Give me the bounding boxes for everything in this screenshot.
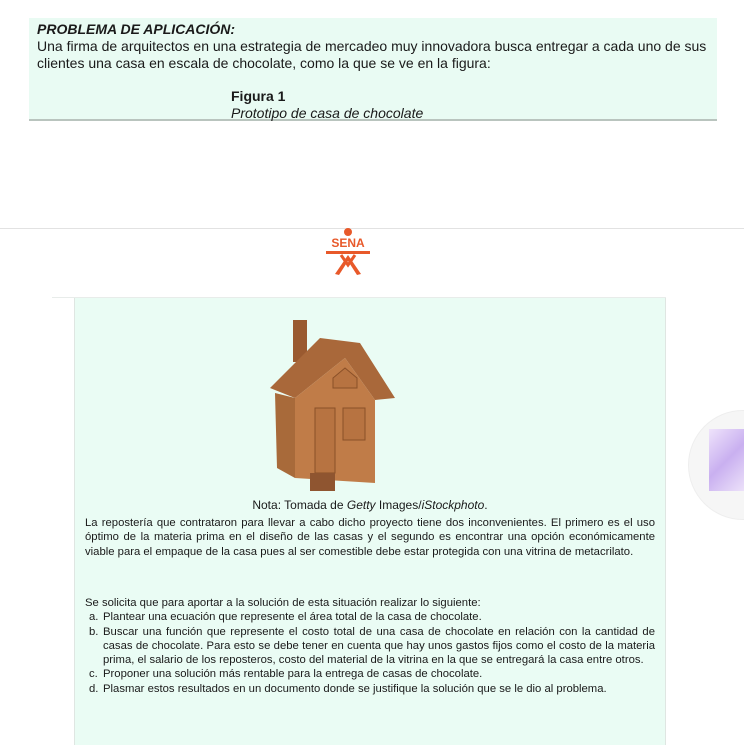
task-text: Buscar una función que represente el costo total de una casa de chocolate en relación con la cantidad de casas de chocolate. Para esto se debe tener en cuenta que hay unos gastos fijos como el costo de la materia prima, el salario de los reposteros, costo del material de la vitrina en la que se entregará la casa entre otros. [103,625,655,667]
task-text: Plasmar estos resultados en un documento donde se justifique la solución que se le dio al problema. [103,682,607,695]
problem-title: PROBLEMA DE APLICACIÓN: [37,21,236,37]
svg-text:SENA: SENA [331,236,365,250]
task-text: Proponer una solución más rentable para la entrega de casas de chocolate. [103,668,483,681]
problem-header-box [29,18,717,121]
tasks-section [85,596,655,696]
task-marker: a. [89,611,99,624]
task-marker: c. [89,668,98,681]
paragraph-inconvenientes: La repostería que contrataron para llevar a cabo dicho proyecto tiene dos inconvenientes. El primero es el uso óptimo de la materia prima en el diseño de las casas y el segundo es encontrar una opción económicamente viable para el empaque de la casa pues al ser comestible debe estar protegida con una vitrina de metacrilato. [85,517,655,558]
note-prefix: Nota: Tomada de [252,498,347,512]
note-istock: iStockphoto [421,498,485,512]
figure-heading [231,88,423,122]
task-text: Plantear una ecuación que represente el área total de la casa de chocolate. [103,611,482,624]
task-item [89,667,655,681]
content-box [74,298,666,745]
note-getty: Getty [346,498,376,512]
figure-note [75,498,665,512]
problem-intro: Una firma de arquitectos en una estrategia de mercadeo muy innovadora busca entregar a cada uno de sus clientes una casa en escala de chocolate, como la que se ve en la figura: [37,38,707,71]
task-item [89,625,655,668]
note-images: Images/ [375,498,422,512]
task-item [89,682,655,696]
task-marker: b. [89,625,99,638]
chocolate-house-image [265,318,405,498]
note-end: . [484,498,488,512]
sena-logo [323,228,373,280]
figure-caption: Prototipo de casa de chocolate [231,105,424,121]
tasks-intro: Se solicita que para aportar a la solución de esta situación realizar lo siguiente: [85,597,481,609]
figure-label: Figura 1 [231,88,286,104]
task-marker: d. [89,682,99,695]
widget-thumbnail-icon [709,429,744,491]
tasks-list [85,610,655,696]
floating-widget-button[interactable] [688,410,744,520]
task-item [89,610,655,624]
